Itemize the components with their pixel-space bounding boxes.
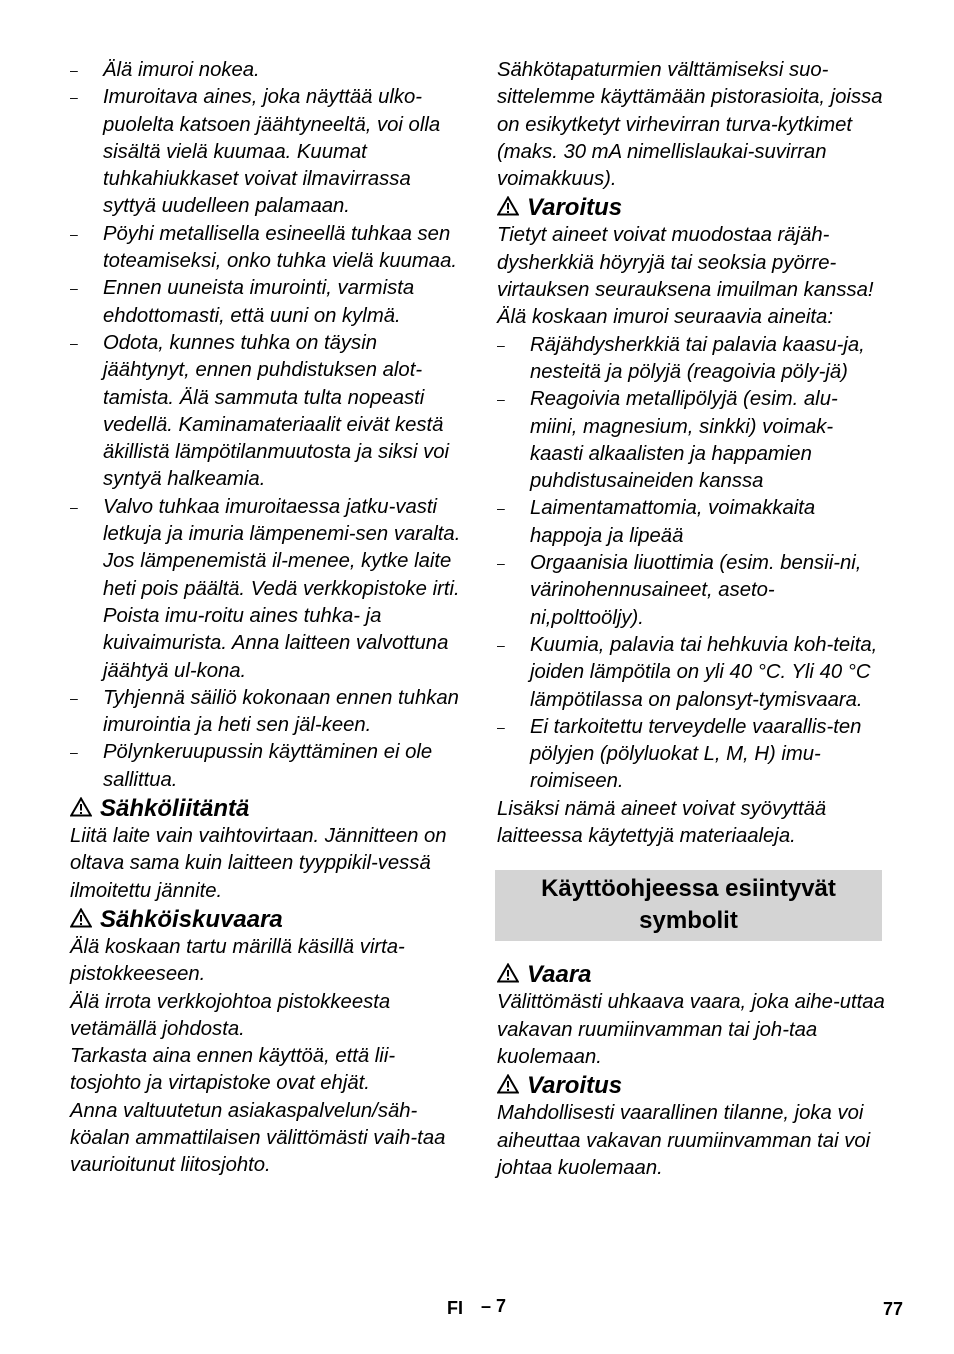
heading-sahkoliitanta: Sähköliitäntä — [70, 794, 462, 823]
left-bullet-list — [70, 57, 462, 794]
footer-language: FI — [447, 1298, 463, 1318]
warning-triangle-icon — [497, 196, 519, 216]
paragraph: Älä koskaan tartu märillä käsillä virta-pistokkeeseen. — [70, 935, 405, 986]
list-item: – Ennen uuneista imurointi, varmista ehdottomasti, että uuni on kylmä. — [70, 277, 415, 327]
list-item: – Kuumia, palavia tai hehkuvia koh-teita, joiden lämpötila on yli 40 °C. Yli 40 °C lämpötilassa on palonsyt-tymisvaara. — [497, 633, 878, 711]
footer-section-page: – 7 — [481, 1296, 507, 1316]
warning-triangle-icon — [497, 963, 519, 983]
list-item: – Imuroitava aines, joka näyttää ulko-puolelta katsoen jäähtyneeltä, voi olla sisältä vielä kuumaa. Kuumat tuhkahiukkaset voivat ilmavirrassa syttyä uudelleen palamaan. — [70, 86, 441, 218]
paragraph: Mahdollisesti vaarallinen tilanne, joka voi aiheuttaa vakavan ruumiinvamman tai voi johtaa kuolemaan. — [497, 1102, 871, 1179]
paragraph: Tietyt aineet voivat muodostaa räjäh-dysherkkiä höyryjä tai seoksia pyörre-virtauksen seurauksena imuilman kanssa! — [497, 224, 874, 302]
heading-varoitus-2: Varoitus — [497, 1071, 885, 1100]
list-item: – Pöyhi metallisella esineellä tuhkaa sen toteamiseksi, onko tuhka vielä kuumaa. — [70, 222, 457, 273]
heading-vaara: Vaara — [497, 960, 885, 989]
right-column — [497, 57, 885, 1182]
list-item: – Reagoivia metallipölyjä (esim. alu-miini, magnesium, sinkki) voimak-kaasti alkaalisten ja happamien puhdistusaineiden kanssa — [497, 388, 838, 493]
list-item: – Orgaanisia liuottimia (esim. bensii-ni, värinohennusaineet, aseto-ni,polttoöljy). — [497, 552, 862, 629]
list-item: – Valvo tuhkaa imuroitaessa jatku-vasti letkuja ja imuria lämpenemi-sen varalta. Jos lämpenemistä il-menee, kytke laite heti pois päältä. Vedä verkkopistoke irti. Poista imu-roitu aines tuhka- ja kuivaimurista. Anna laitteen valvottuna jäähtyä ul-kona. — [70, 495, 461, 682]
list-item: – Tyhjennä säiliö kokonaan ennen tuhkan imurointia ja heti sen jäl-keen. — [70, 686, 459, 737]
section-title-symbolit: Käyttöohjeessa esiintyvät symbolit — [495, 870, 882, 941]
sahkoliitanta-text: Liitä laite vain vaihtovirtaan. Jännitteen on oltava sama kuin laitteen tyyppikil-vessä ilmoitettu jännite. — [70, 825, 447, 902]
paragraph: Älä irrota verkkojohtoa pistokkeesta vetämällä johdosta. — [70, 990, 391, 1040]
outro-paragraph: Lisäksi nämä aineet voivat syövyttää laitteessa käytettyjä materiaaleja. — [497, 797, 827, 848]
heading-varoitus: Varoitus — [497, 193, 885, 222]
list-item: – Laimentamattomia, voimakkaita happoja ja lipeää — [497, 497, 816, 547]
page-number: 77 — [883, 1299, 904, 1319]
list-item: – Ei tarkoitettu terveydelle vaarallis-ten pölyjen (pölyluokat L, M, H) imu-roimiseen. — [497, 715, 862, 793]
paragraph: Välittömästi uhkaava vaara, joka aihe-uttaa vakavan ruumiinvamman tai joh-taa kuolemaan. — [497, 991, 885, 1068]
paragraph: Anna valtuutetun asiakaspalvelun/säh-köalan ammattilaisen välittömästi vaih-taa vaurioitunut liitosjohto. — [70, 1099, 446, 1177]
left-column — [70, 57, 462, 1180]
warning-triangle-icon — [497, 1074, 519, 1094]
right-bullet-list — [497, 332, 885, 796]
list-item: – Odota, kunnes tuhka on täysin jäähtynyt, ennen puhdistuksen alot-tamista. Älä sammuta tulta nopeasti vedellä. Kaminamateriaalit eivät kestä äkillistä lämpötilanmuutosta ja siksi voi syntyä halkeamia. — [70, 331, 450, 491]
heading-sahkoiskuvaara: Sähköiskuvaara — [70, 905, 462, 934]
warning-triangle-icon — [70, 797, 92, 817]
list-item: – Älä imuroi nokea. — [70, 59, 260, 81]
warning-triangle-icon — [70, 908, 92, 928]
list-item: – Pölynkeruupussin käyttäminen ei ole sallittua. — [70, 741, 433, 791]
intro-paragraph: Sähkötapaturmien välttämiseksi suo-sittelemme käyttämään pistorasioita, joissa on esikytketyt virhevirran turva-kytkimet (maks. 30 mA nimellislaukai-suvirran voimakkuus). — [497, 59, 883, 191]
list-item: – Räjähdysherkkiä tai palavia kaasu-ja, nesteitä ja pölyjä (reagoivia pöly-jä) — [497, 333, 865, 383]
paragraph: Älä koskaan imuroi seuraavia aineita: — [497, 306, 833, 329]
paragraph: Tarkasta aina ennen käyttöä, että lii-tosjohto ja virtapistoke ovat ehjät. — [70, 1045, 396, 1095]
